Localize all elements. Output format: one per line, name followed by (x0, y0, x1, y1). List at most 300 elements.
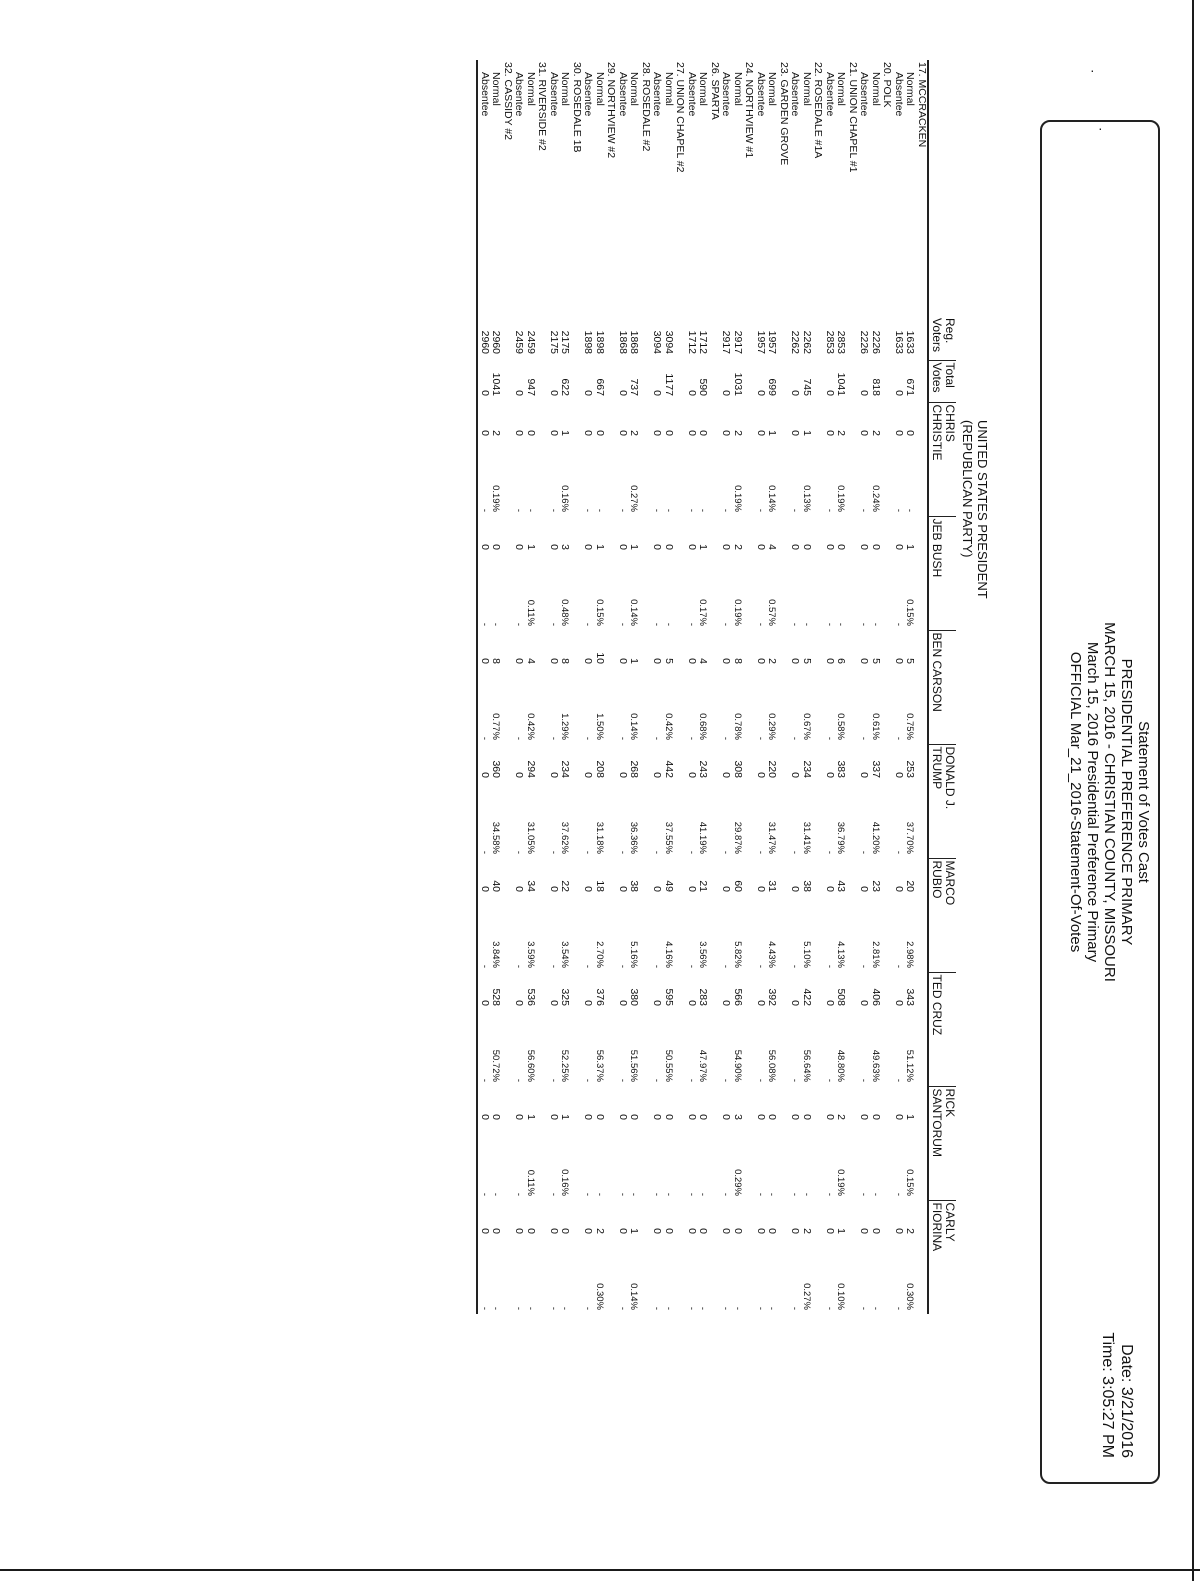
votes-cell (916, 1200, 929, 1240)
header-line: Voters (930, 318, 944, 353)
table-row (686, 60, 698, 1314)
votes-cell (674, 402, 686, 442)
percent-cell (916, 442, 929, 516)
votes-cell: 0 (823, 886, 836, 892)
report-title: Statement of Votes Cast (1135, 721, 1152, 883)
votes-cell: 0 (651, 886, 664, 892)
votes-cell: 0 (731, 1228, 744, 1234)
precinct-row (709, 60, 721, 1314)
percent-cell: 0.15% (904, 599, 916, 626)
reg-voters-cell (916, 316, 929, 360)
vote-type-label: Absentee (616, 72, 629, 117)
percent-cell: - (685, 1306, 697, 1310)
percent-cell: - (823, 1306, 835, 1310)
votes-cell: 0 (513, 1114, 526, 1120)
percent-cell (847, 898, 859, 972)
reg-voters-cell: 3094 (651, 330, 664, 354)
votes-cell: 0 (628, 1114, 641, 1120)
percent-cell: - (800, 1192, 812, 1196)
percent-cell (640, 784, 652, 858)
votes-cell (916, 630, 929, 670)
votes-cell: 0 (869, 544, 882, 550)
scan-speck: · (1098, 120, 1103, 136)
votes-cell: 0 (892, 544, 905, 550)
votes-cell (881, 972, 893, 1012)
vote-type-label: Normal (835, 72, 848, 106)
table-row (478, 60, 491, 1314)
total-votes-header (928, 360, 956, 402)
percent-cell (881, 1012, 893, 1086)
percent-cell: 0.11% (524, 1169, 536, 1196)
votes-cell (847, 630, 859, 670)
votes-cell: 0 (616, 1228, 629, 1234)
votes-cell (916, 516, 929, 556)
votes-cell: 422 (800, 988, 813, 1006)
percent-cell: 56.08% (766, 1049, 778, 1082)
votes-cell: 0 (823, 430, 836, 436)
percent-cell: - (869, 1306, 881, 1310)
precinct-row (812, 60, 824, 1314)
precinct-label: 22. ROSEDALE #1A (812, 62, 825, 159)
percent-cell: - (478, 898, 491, 972)
reg-voters-cell: 1898 (582, 330, 595, 354)
percent-cell (640, 556, 652, 630)
reg-voters-cell: 2226 (858, 330, 871, 354)
precinct-label: 17. MCCRACKEN (915, 62, 928, 148)
percent-cell (674, 898, 686, 972)
percent-cell: 0.42% (662, 713, 674, 740)
total-votes-cell: 1177 (662, 373, 675, 396)
votes-cell: 294 (524, 760, 537, 778)
reg-voters-cell (605, 316, 617, 360)
percent-cell (674, 670, 686, 744)
percent-cell: - (720, 1192, 732, 1196)
percent-cell (536, 898, 548, 972)
votes-cell: 0 (720, 1114, 733, 1120)
percent-cell: 5.82% (731, 941, 743, 968)
votes-cell: 0 (616, 658, 629, 664)
votes-cell: 0 (835, 544, 848, 550)
percent-cell: - (685, 622, 697, 626)
percent-cell (605, 1240, 617, 1314)
table-row (490, 60, 502, 1314)
percent-cell (881, 784, 893, 858)
vote-type-label: Normal (628, 72, 641, 106)
votes-cell: 0 (651, 1228, 664, 1234)
votes-cell: 0 (754, 886, 767, 892)
votes-cell (778, 1200, 790, 1240)
vote-type-label: Normal (800, 72, 813, 106)
percent-cell: 29.87% (731, 821, 743, 854)
percent-cell: - (582, 1306, 594, 1310)
votes-cell: 360 (490, 760, 503, 778)
percent-cell: - (513, 1078, 525, 1082)
percent-cell (778, 670, 790, 744)
scan-speck: · (1090, 62, 1095, 78)
percent-cell: - (697, 1306, 709, 1310)
percent-cell: - (582, 850, 594, 854)
votes-cell: 0 (858, 1000, 871, 1006)
votes-cell: 38 (800, 880, 813, 892)
percent-cell: - (754, 964, 766, 968)
votes-cell: 0 (720, 772, 733, 778)
votes-cell: 0 (513, 544, 526, 550)
percent-cell (605, 556, 617, 630)
votes-cell (709, 744, 721, 784)
votes-cell: 0 (651, 658, 664, 664)
total-votes-cell: 699 (766, 378, 779, 396)
votes-cell: 392 (766, 988, 779, 1006)
percent-cell: - (685, 1078, 697, 1082)
votes-cell (571, 972, 583, 1012)
votes-cell: 3 (559, 544, 572, 550)
total-votes-cell: 0 (754, 390, 767, 396)
votes-cell: 1 (766, 430, 779, 436)
percent-cell: - (789, 1078, 801, 1082)
percent-cell: 3.59% (524, 941, 536, 968)
percent-cell: - (892, 1078, 904, 1082)
percent-cell: - (478, 1012, 491, 1086)
reg-voters-cell (847, 316, 859, 360)
percent-cell: - (616, 964, 628, 968)
percent-cell: - (616, 508, 628, 512)
votes-cell: 0 (697, 430, 710, 436)
percent-cell (674, 556, 686, 630)
percent-cell (847, 1126, 859, 1200)
percent-cell: - (593, 508, 605, 512)
percent-cell (674, 784, 686, 858)
reg-voters-cell: 2226 (869, 330, 882, 354)
percent-cell: - (858, 736, 870, 740)
votes-cell: 60 (731, 880, 744, 892)
reg-voters-cell (674, 316, 686, 360)
candidate-header (928, 1200, 956, 1314)
percent-cell: - (685, 508, 697, 512)
percent-cell: 0.67% (800, 713, 812, 740)
total-votes-cell: 0 (547, 390, 560, 396)
percent-cell: 0.14% (628, 1283, 640, 1310)
reg-voters-cell: 2459 (513, 330, 526, 354)
percent-cell: - (651, 1078, 663, 1082)
votes-cell: 2 (835, 1114, 848, 1120)
votes-cell: 337 (869, 760, 882, 778)
vote-type-label: Normal (524, 72, 537, 106)
percent-cell: - (892, 964, 904, 968)
votes-cell: 0 (616, 1114, 629, 1120)
percent-cell: 0.17% (697, 599, 709, 626)
percent-cell: - (823, 1078, 835, 1082)
votes-cell (605, 1200, 617, 1240)
votes-cell: 0 (651, 1114, 664, 1120)
percent-cell: - (720, 1078, 732, 1082)
total-votes-cell: 0 (582, 390, 595, 396)
percent-cell: - (582, 1078, 594, 1082)
percent-cell (605, 670, 617, 744)
votes-cell: 234 (800, 760, 813, 778)
reg-voters-header (928, 316, 956, 360)
votes-cell: 208 (593, 760, 606, 778)
reg-voters-cell: 1957 (754, 330, 767, 354)
percent-cell: - (616, 1078, 628, 1082)
votes-cell: 0 (685, 1228, 698, 1234)
votes-cell: 0 (823, 1228, 836, 1234)
votes-cell: 0 (697, 1114, 710, 1120)
reg-voters-cell: 1957 (766, 330, 779, 354)
votes-cell: 595 (662, 988, 675, 1006)
votes-cell (605, 744, 617, 784)
percent-cell: - (524, 1306, 536, 1310)
percent-cell (778, 1240, 790, 1314)
votes-cell (743, 744, 755, 784)
votes-cell: 0 (547, 886, 560, 892)
vote-type-label: Absentee (823, 72, 836, 117)
votes-cell (571, 402, 583, 442)
votes-cell: 0 (720, 1000, 733, 1006)
percent-cell (536, 1126, 548, 1200)
precinct-row (881, 60, 893, 1314)
votes-cell: 0 (616, 544, 629, 550)
votes-cell: 0 (685, 430, 698, 436)
reg-voters-cell: 1633 (904, 330, 917, 354)
percent-cell: - (789, 736, 801, 740)
votes-cell (881, 1200, 893, 1240)
votes-cell: 0 (490, 1228, 503, 1234)
votes-cell: 2 (731, 544, 744, 550)
candidate-header (928, 630, 956, 744)
percent-cell: - (685, 850, 697, 854)
votes-cell (605, 858, 617, 898)
candidate-header (928, 744, 956, 858)
percent-cell: 0.16% (559, 485, 571, 512)
percent-cell (502, 784, 514, 858)
votes-cell: 0 (478, 630, 491, 670)
votes-cell: 5 (662, 658, 675, 664)
total-votes-cell (881, 360, 893, 402)
votes-cell (812, 972, 824, 1012)
votes-cell: 0 (754, 1228, 767, 1234)
percent-cell: - (766, 1306, 778, 1310)
precinct-label: 30. ROSEDALE 1B (570, 62, 583, 153)
votes-cell: 38 (628, 880, 641, 892)
votes-cell: 0 (858, 430, 871, 436)
vote-type-label: Absentee (720, 72, 733, 117)
candidate-header (928, 402, 956, 516)
votes-cell (847, 402, 859, 442)
percent-cell (812, 898, 824, 972)
votes-cell: 1 (524, 544, 537, 550)
votes-cell (743, 630, 755, 670)
percent-cell: - (651, 1306, 663, 1310)
table-row (766, 60, 778, 1314)
percent-cell (881, 1126, 893, 1200)
votes-cell (916, 744, 929, 784)
votes-cell (674, 1086, 686, 1126)
votes-cell (502, 1086, 514, 1126)
report-time: Time: 3:05:27 PM (1099, 1332, 1116, 1458)
votes-cell: 0 (513, 772, 526, 778)
percent-cell: 0.19% (731, 599, 743, 626)
total-votes-cell: 667 (593, 378, 606, 396)
table-row (835, 60, 847, 1314)
votes-cell (881, 516, 893, 556)
percent-cell (916, 556, 929, 630)
percent-cell: - (513, 964, 525, 968)
votes-cell (847, 858, 859, 898)
percent-cell (881, 556, 893, 630)
votes-cell (812, 402, 824, 442)
reg-voters-cell: 2960 (490, 330, 503, 354)
votes-cell: 0 (892, 1114, 905, 1120)
candidate-header (928, 858, 956, 972)
percent-cell: - (524, 508, 536, 512)
precinct-label: 29. NORTHVIEW #2 (605, 62, 618, 159)
percent-cell: - (754, 508, 766, 512)
total-votes-cell: 1041 (490, 372, 503, 396)
votes-cell: 0 (754, 658, 767, 664)
percent-cell: - (616, 1192, 628, 1196)
votes-cell (881, 744, 893, 784)
report-subtitle: March 15, 2016 Presidential Preference Primary (1084, 641, 1101, 963)
votes-cell (502, 630, 514, 670)
precinct-row (502, 60, 514, 1314)
votes-cell: 0 (582, 430, 595, 436)
votes-cell (743, 858, 755, 898)
votes-cell (812, 630, 824, 670)
percent-cell: - (823, 736, 835, 740)
votes-cell: 0 (892, 772, 905, 778)
percent-cell: - (478, 556, 491, 630)
votes-cell: 22 (559, 880, 572, 892)
percent-cell: 50.55% (662, 1049, 674, 1082)
votes-cell (743, 1086, 755, 1126)
votes-cell: 0 (524, 1228, 537, 1234)
percent-cell (502, 670, 514, 744)
votes-cell (881, 858, 893, 898)
vote-type-label: Normal (593, 72, 606, 106)
percent-cell: 0.10% (835, 1283, 847, 1310)
votes-cell (605, 516, 617, 556)
percent-cell: - (513, 622, 525, 626)
percent-cell: - (754, 1078, 766, 1082)
votes-cell: 4 (766, 544, 779, 550)
precinct-label: 31. RIVERSIDE #2 (536, 62, 549, 151)
reg-voters-cell: 2853 (823, 330, 836, 354)
votes-cell (640, 1200, 652, 1240)
total-votes-cell (640, 360, 652, 402)
percent-cell (847, 670, 859, 744)
total-votes-cell: 947 (524, 378, 537, 396)
table-row (559, 60, 571, 1314)
percent-cell (812, 556, 824, 630)
percent-cell (674, 1240, 686, 1314)
percent-cell: 0.14% (628, 713, 640, 740)
percent-cell: 0.27% (628, 485, 640, 512)
total-votes-cell: 0 (892, 390, 905, 396)
vote-type-label: Absentee (651, 72, 664, 117)
percent-cell: - (628, 1192, 640, 1196)
vote-type-label: Normal (904, 72, 917, 106)
precinct-col-header (928, 60, 956, 316)
percent-cell: 0.75% (904, 713, 916, 740)
percent-cell: - (547, 850, 559, 854)
votes-cell (536, 1086, 548, 1126)
percent-cell: - (662, 508, 674, 512)
votes-cell: 0 (800, 544, 813, 550)
percent-cell: - (513, 850, 525, 854)
total-votes-cell (571, 360, 583, 402)
votes-cell: 243 (697, 760, 710, 778)
total-votes-cell: 622 (559, 378, 572, 396)
votes-cell (605, 972, 617, 1012)
votes-cell (916, 1086, 929, 1126)
percent-cell: 41.19% (697, 821, 709, 854)
percent-cell: - (720, 964, 732, 968)
percent-cell (502, 1240, 514, 1314)
percent-cell: - (478, 1126, 491, 1200)
votes-cell: 0 (697, 1228, 710, 1234)
table-row (617, 60, 629, 1314)
votes-cell: 220 (766, 760, 779, 778)
percent-cell: - (547, 622, 559, 626)
percent-cell: - (858, 964, 870, 968)
percent-cell: - (720, 508, 732, 512)
votes-cell: 2 (835, 430, 848, 436)
reg-voters-cell (571, 316, 583, 360)
votes-cell (640, 858, 652, 898)
votes-cell: 0 (651, 544, 664, 550)
votes-cell: 1 (800, 430, 813, 436)
votes-cell: 0 (662, 1228, 675, 1234)
percent-cell: - (582, 1192, 594, 1196)
votes-cell: 0 (616, 772, 629, 778)
percent-cell: 0.19% (835, 1169, 847, 1196)
votes-cell: 0 (651, 1000, 664, 1006)
percent-cell: 34.58% (490, 821, 502, 854)
votes-cell: 566 (731, 988, 744, 1006)
percent-cell (743, 784, 755, 858)
percent-cell: 37.70% (904, 821, 916, 854)
vote-type-label: Normal (697, 72, 710, 106)
percent-cell: - (513, 736, 525, 740)
percent-cell: - (892, 1192, 904, 1196)
header-line: TRUMP (930, 746, 944, 790)
percent-cell: - (651, 1192, 663, 1196)
percent-cell: - (547, 1078, 559, 1082)
percent-cell: - (559, 1306, 571, 1310)
total-votes-cell (743, 360, 755, 402)
percent-cell: - (685, 736, 697, 740)
votes-cell: 0 (869, 1228, 882, 1234)
percent-cell: 0.61% (869, 713, 881, 740)
percent-cell (674, 1012, 686, 1086)
votes-cell: 0 (478, 744, 491, 784)
votes-cell: 0 (789, 544, 802, 550)
votes-cell: 0 (789, 1114, 802, 1120)
header-line: Total (943, 362, 957, 388)
percent-cell: 56.64% (800, 1049, 812, 1082)
votes-cell (709, 630, 721, 670)
percent-cell: - (547, 1192, 559, 1196)
percent-cell: - (858, 622, 870, 626)
header-line: Reg. (943, 318, 957, 344)
percent-cell (709, 442, 721, 516)
percent-cell: - (754, 736, 766, 740)
votes-cell (709, 402, 721, 442)
votes-cell (812, 858, 824, 898)
percent-cell (847, 1012, 859, 1086)
votes-cell (847, 1200, 859, 1240)
percent-cell: 0.77% (490, 713, 502, 740)
